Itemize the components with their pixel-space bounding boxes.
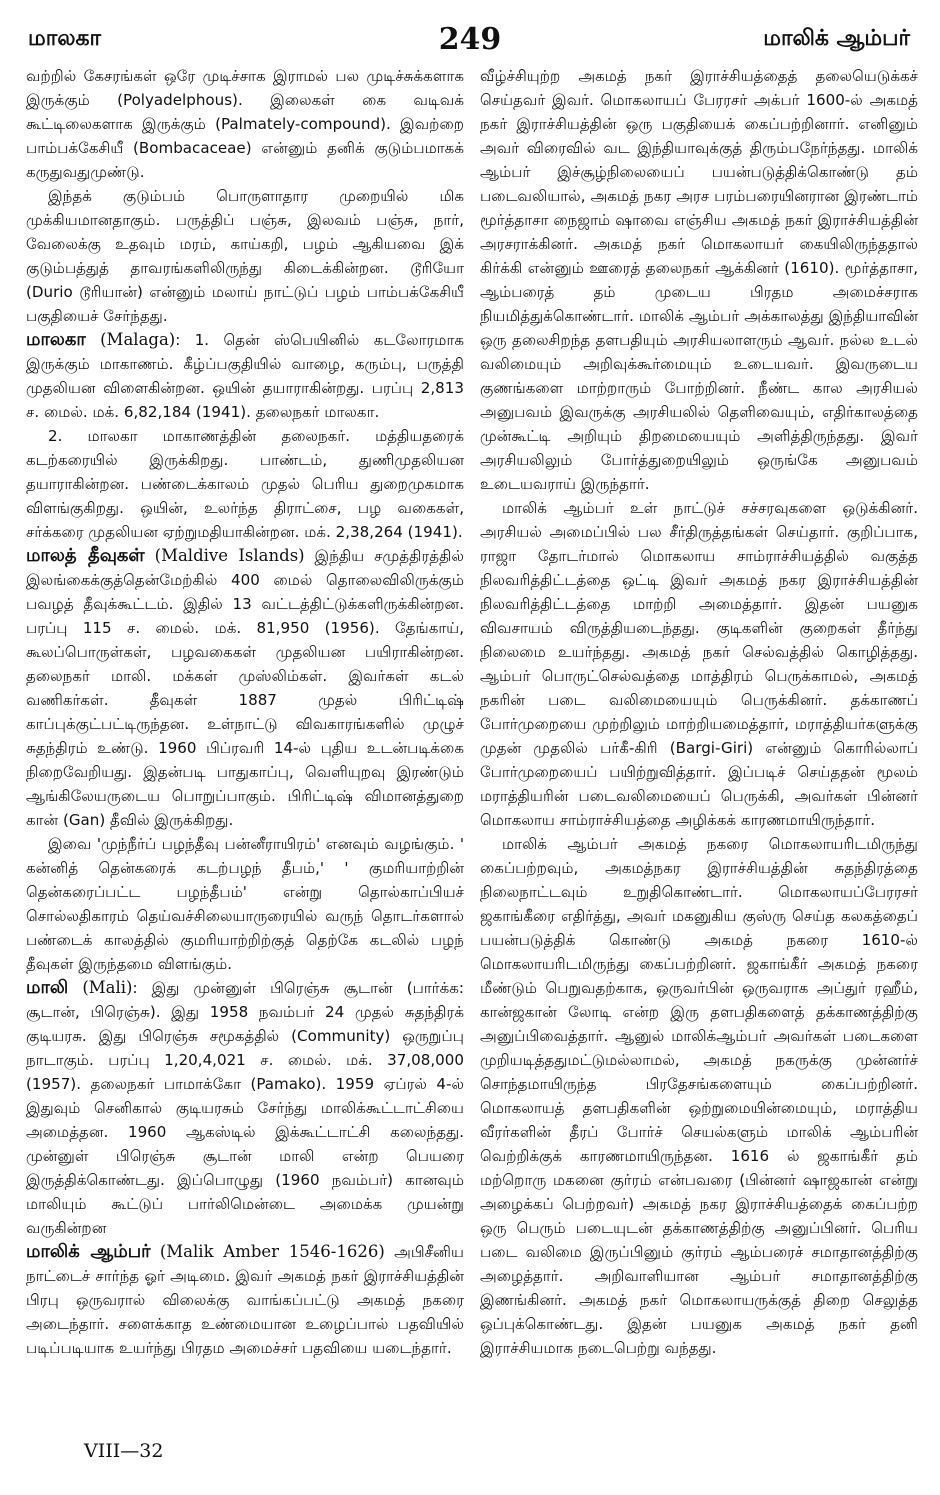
entry-latin-name: (Maldive Islands) xyxy=(154,546,305,565)
body-paragraph xyxy=(480,496,918,832)
paragraph-text: அபிசீனிய நாட்டைச் சார்ந்த ஓர் அடிமை. இவர் அகமத் நகர் இராச்சியத்தின் பிரபு ஒருவரால் விலைக்கு வாங்கப்பட்டு அகமத் நகரை அடைந்தார். சளைக்காத உண்மையான உழைப்பால் பதவியில் படிப்படியாக உயர்ந்து பிரதம அமைச்சர் பதவியை யடைந்தார். xyxy=(26,1243,464,1357)
body-paragraph xyxy=(26,424,464,544)
page-number: 249 xyxy=(438,22,502,57)
paragraph-text: இவை 'முந்நீர்ப் பழந்தீவு பன்னீராயிரம்' எனவும் வழங்கும். ' கன்னித் தென்கரைக் கடற்பழந் தீபம்,' ' குமரியாற்றின் தென்கரைப்பட்ட பழந்தீபம்' என்று தொல்காப்பியச் சொல்லதிகாரம் தெய்வச்சிலையாருரையில் வருந் தொடர்களால் பண்டைக் காலத்தில் குமரியாற்றிற்குத் தெற்கே கடலில் பழந் தீவுகள் இருந்தமை விளங்கும். xyxy=(26,835,464,973)
right-column xyxy=(480,64,918,1360)
running-head-right: மாலிக் ஆம்பர் xyxy=(763,26,910,51)
entry-paragraph xyxy=(26,1240,464,1360)
entry-headword: மாலிக் ஆம்பர் xyxy=(26,1241,151,1262)
paragraph-text: இந்தக் குடும்பம் பொருளாதார முறையில் மிக முக்கியமானதாகும். பருத்திப் பஞ்சு, இலவம் பஞ்சு, நார், வேலைக்கு உதவும் மரம், காய்கறி, பழம் ஆகியவை இக் குடும்பத்துத் தாவரங்களிலிருந்து கிடைக்கின்றன. டூரியோ (Durio டூரியான்) என்னும் மலாய் நாட்டுப் பழம் பாம்பக்கேசியீ பகுதியைச் சேர்ந்தது. xyxy=(26,187,464,325)
volume-signature: VIII—32 xyxy=(84,1440,164,1462)
entry-headword: மாலகா xyxy=(26,329,86,350)
entry-paragraph xyxy=(26,328,464,424)
running-head-left: மாலகா xyxy=(28,26,102,51)
body-paragraph xyxy=(480,832,918,1360)
paragraph-text: : இது முன்னுள் பிரெஞ்சு சூடான் (பார்க்க: சூடான், பிரெஞ்சு). இது 1958 நவம்பர் 24 முதல் சுதந்திரக் குடியரசு. இது பிரெஞ்சு சமூகத்தில் (Community) ஒருறுப்பு நாடாகும். பரப்பு 1,20,4,021 ச. மைல். மக். 37,08,000 (1957). தலைநகர் பாமாக்கோ (Pamako). 1959 ஏப்ரல் 4-ல் இதுவும் செனிகால் குடியரசும் சேர்ந்து மாலிக்கூட்டாட்சியை அமைத்தன. 1960 ஆகஸ்டில் இக்கூட்டாட்சி கலைந்தது. முன்னுள் பிரெஞ்சு சூடான் மாலி என்ற பெயரை இருத்திக்கொண்டது. இப்பொழுது (1960 நவம்பர்) கானவும் மாலியும் கூட்டுப் பார்லிமென்டை அமைக்க முயன்று வருகின்றன xyxy=(26,979,464,1237)
entry-latin-name: (Mali) xyxy=(82,978,133,997)
body-paragraph xyxy=(26,832,464,976)
body-paragraph xyxy=(480,64,918,496)
paragraph-text: 2. மாலகா மாகாணத்தின் தலைநகர். மத்தியதரைக் கடற்கரையில் இருக்கிறது. பாண்டம், துணிமுதலியன தயாராகின்றன. பண்டைக்காலம் முதல் பெரிய துறைமுகமாக விளங்குகிறது. ஒயின், உலர்ந்த திராட்சை, பழ வகைகள், சர்க்கரை முதலியன ஏற்றுமதியாகின்றன. மக். 2,38,264 (1941). xyxy=(26,427,464,541)
paragraph-text: இந்திய சமுத்திரத்தில் இலங்கைக்குத்தென்மேற்கில் 400 மைல் தொலைவிலிருக்கும் பவழத் தீவுக்கூட்டம். இதில் 13 வட்டத்திட்டுக்களிருக்கின்றன. பரப்பு 115 ச. மைல். மக். 81,950 (1956). தேங்காய், கூலப்பொருள்கள், பழவகைகள் முதலியன பயிராகின்றன. தலைநகர் மாலி. மக்கள் முஸ்லிம்கள். இவர்கள் கடல் வணிகர்கள். தீவுகள் 1887 முதல் பிரிட்டிஷ் காப்புக்குட்பட்டிருந்தன. உள்நாட்டு விவகாரங்களில் முழுச் சுதந்திரம் உண்டு. 1960 பிப்ரவரி 14-ல் புதிய உடன்படிக்கை நிறைவேறியது. இதன்படி பாதுகாப்பு, வெளியுறவு இரண்டும் ஆங்கிலேயருடைய பொறுப்பாகும். பிரிட்டிஷ் விமானத்துறை கான் (Gan) தீவில் இருக்கிறது. xyxy=(26,547,465,829)
paragraph-text: வற்றில் கேசரங்கள் ஒரே முடிச்சாக இராமல் பல முடிச்சுக்களாக இருக்கும் (Polyadelphous). இலைகள் கை வடிவக் கூட்டிலைகளாக இருக்கும் (Palmately-compound). இவற்றை பாம்பக்கேசியீ (Bombacaceae) என்னும் தனிக் குடும்பமாகக் கருதுவதுமுண்டு. xyxy=(26,67,464,181)
paragraph-text: மாலிக் ஆம்பர் அகமத் நகரை மொகலாயரிடமிருந்து கைப்பற்றவும், அகமத்நகர இராச்சியத்தின் சுதந்திரத்தை நிலைநாட்டவும் உறுதிகொண்டார். மொகலாயப்பேரரசர் ஜகாங்கீரை எதிர்த்து, அவர் மகனுகிய குஸ்ரு செய்த கலகத்தைப் பயன்படுத்திக் கொண்டு அகமத் நகரை 1610-ல் மொகலாயரிடமிருந்து கைப்பற்றினர். ஜகாங்கீர் அகமத் நகரை மீண்டும் பெறுவதற்காக, ஒருவர்பின் ஒருவராக அப்துர் ரஹீம், கான்ஜகான் லோடி என்ற இரு தளபதிகளைத் தக்காணத்திற்கு அனுப்பிவைத்தார். ஆனுல் மாலிக்ஆம்பர் அவர்கள் படைகளை முறியடித்ததுமட்டுமல்லாமல், அகமத் நகருக்கு முன்னர்ச் சொந்தமாயிருந்த பிரதேசங்களையும் கைப்பற்றினர். மொகலாயத் தளபதிகளின் ஒற்றுமையின்மையும், மராத்திய வீரர்களின் தீரப் போர்ச் செயல்களும் மாலிக் ஆம்பரின் வெற்றிக்குக் காரணமாயிருந்தன. 1616 ல் ஜகாங்கீர் தம் மற்றொரு மகனை குர்ரம் என்பவரை (பின்னர் ஷாஜகான் என்று அழைக்கப் பெற்றவர்) அகமத் நகர இராச்சியத்தைக் கைப்பற்ற ஒரு பெரும் படையுடன் தக்காணத்திற்கு அனுப்பினர். பெரிய படை வலிமை இருப்பினும் குர்ரம் ஆம்பரைச் சமாதானத்திற்கு அழைத்தார். அறிவாளியான ஆம்பர் சமாதானத்திற்கு இணங்கினர். அகமத் நகர் மொகலாயருக்குத் திறை செலுத்த ஒப்புக்கொண்டது. இதன் பயனுக அகமத் நகர் தனி இராச்சியமாக நடைபெற்று வந்தது. xyxy=(480,835,918,1357)
left-column xyxy=(26,64,464,1360)
entry-latin-name: (Malik Amber 1546-1626) xyxy=(159,1242,385,1261)
entry-latin-name: (Malaga) xyxy=(100,330,176,349)
entry-headword: மாலத் தீவுகள் xyxy=(26,545,145,566)
body-paragraph xyxy=(26,184,464,328)
paragraph-text: : 1. தென் ஸ்பெயினில் கடலோரமாக இருக்கும் மாகாணம். கீழ்ப்பகுதியில் வாழை, கரும்பு, பருத்தி முதலியன விளைகின்றன. ஒயின் தயாராகின்றது. பரப்பு 2,813 ச. மைல். மக். 6,82,184 (1941). தலைநகர் மாலகா. xyxy=(26,331,464,421)
body-paragraph xyxy=(26,64,464,184)
entry-paragraph xyxy=(26,544,464,832)
paragraph-text: வீழ்ச்சியுற்ற அகமத் நகர் இராச்சியத்தைத் தலையெடுக்கச் செய்தவர் இவர். மொகலாயப் பேரரசர் அக்பர் 1600-ல் அகமத் நகர் இராச்சியத்தின் ஒரு பகுதியைக் கைப்பற்றினார். எனினும் அவர் விரைவில் வட இந்தியாவுக்குத் திரும்பநேர்ந்தது. மாலிக் ஆம்பர் இச்சூழ்நிலையைப் பயன்படுத்திக்கொண்டு தம் படைவலியால், அகமத் நகர அரச பரம்பரையினரான இரண்டாம் மூர்த்தாசா நைஜாம் ஷாவை எஞ்சிய அகமத் நகர் இராச்சியத்தின் அரசராக்கினர். அகமத் நகர் மொகலாயர் கையிலிருந்ததால் கிர்க்கி என்னும் ஊரைத் தலைநகர் ஆக்கினர் (1610). மூர்த்தாசா, ஆம்பரைத் தம் முடைய பிரதம அமைச்சராக நியமித்துக்கொண்டார். மாலிக் ஆம்பர் அக்காலத்து இந்தியாவின் ஒரு தலைசிறந்த தளபதியும் அரசியலாளரும் ஆவர். நல்ல உடல் வலிமையும் அறிவுக்கூர்மையும் உடையவர். இவருடைய குணங்களை மாற்றாரும் போற்றினர். நீண்ட கால அரசியல் அனுபவம் இவருக்கு அரசியலில் தெளிவையும், எதிர்காலத்தை முன்கூட்டி அறியும் திறமையையும் அளித்திருந்தது. இவர் அரசியலிலும் போர்த்துறையிலும் ஒருங்கே அனுபவம் உடையவராய் இருந்தார். xyxy=(480,67,918,493)
entry-paragraph xyxy=(26,976,464,1240)
paragraph-text: மாலிக் ஆம்பர் உள் நாட்டுச் சச்சரவுகளை ஒடுக்கினர். அரசியல் அமைப்பில் பல சீர்திருத்தங்கள் செய்தார். குறிப்பாக, ராஜா தோடர்மால் மொகலாய சாம்ராச்சியத்தில் வகுத்த நிலவரித்திட்டத்தை ஒட்டி இவர் அகமத் நகர இராச்சியத்தின் நிலவரித்திட்டத்தை மாற்றி அமைத்தார். இதன் பயனுக விவசாயம் விருத்தியடைந்தது. குடிகளின் குறைகள் தீர்ந்து நிலைமை உயர்ந்தது. அகமத் நகர் செல்வத்தில் கொழித்தது. ஆம்பர் பொருட்செல்வத்தை மாத்திரம் பெருக்காமல், அகமத் நகரின் படை வலிமையையும் பெருக்கினர். தக்காணப் போர்முறையை முற்றிலும் மாற்றியமைத்தார், மராத்தியர்களுக்கு முதன் முதலில் பர்கீ-கிரி (Bargi-Giri) என்னும் கொரில்லாப் போர்முறையைப் பயிற்றுவித்தார். இப்படிச் செய்ததன் மூலம் மராத்தியரின் படைவலிமையைப் பெருக்கி, அவர்கள் பின்னர் மொகலாய சாம்ராச்சியத்தை அழிக்கக் காரணமாயிருந்தார். xyxy=(480,499,918,829)
entry-headword: மாலி xyxy=(26,977,69,998)
